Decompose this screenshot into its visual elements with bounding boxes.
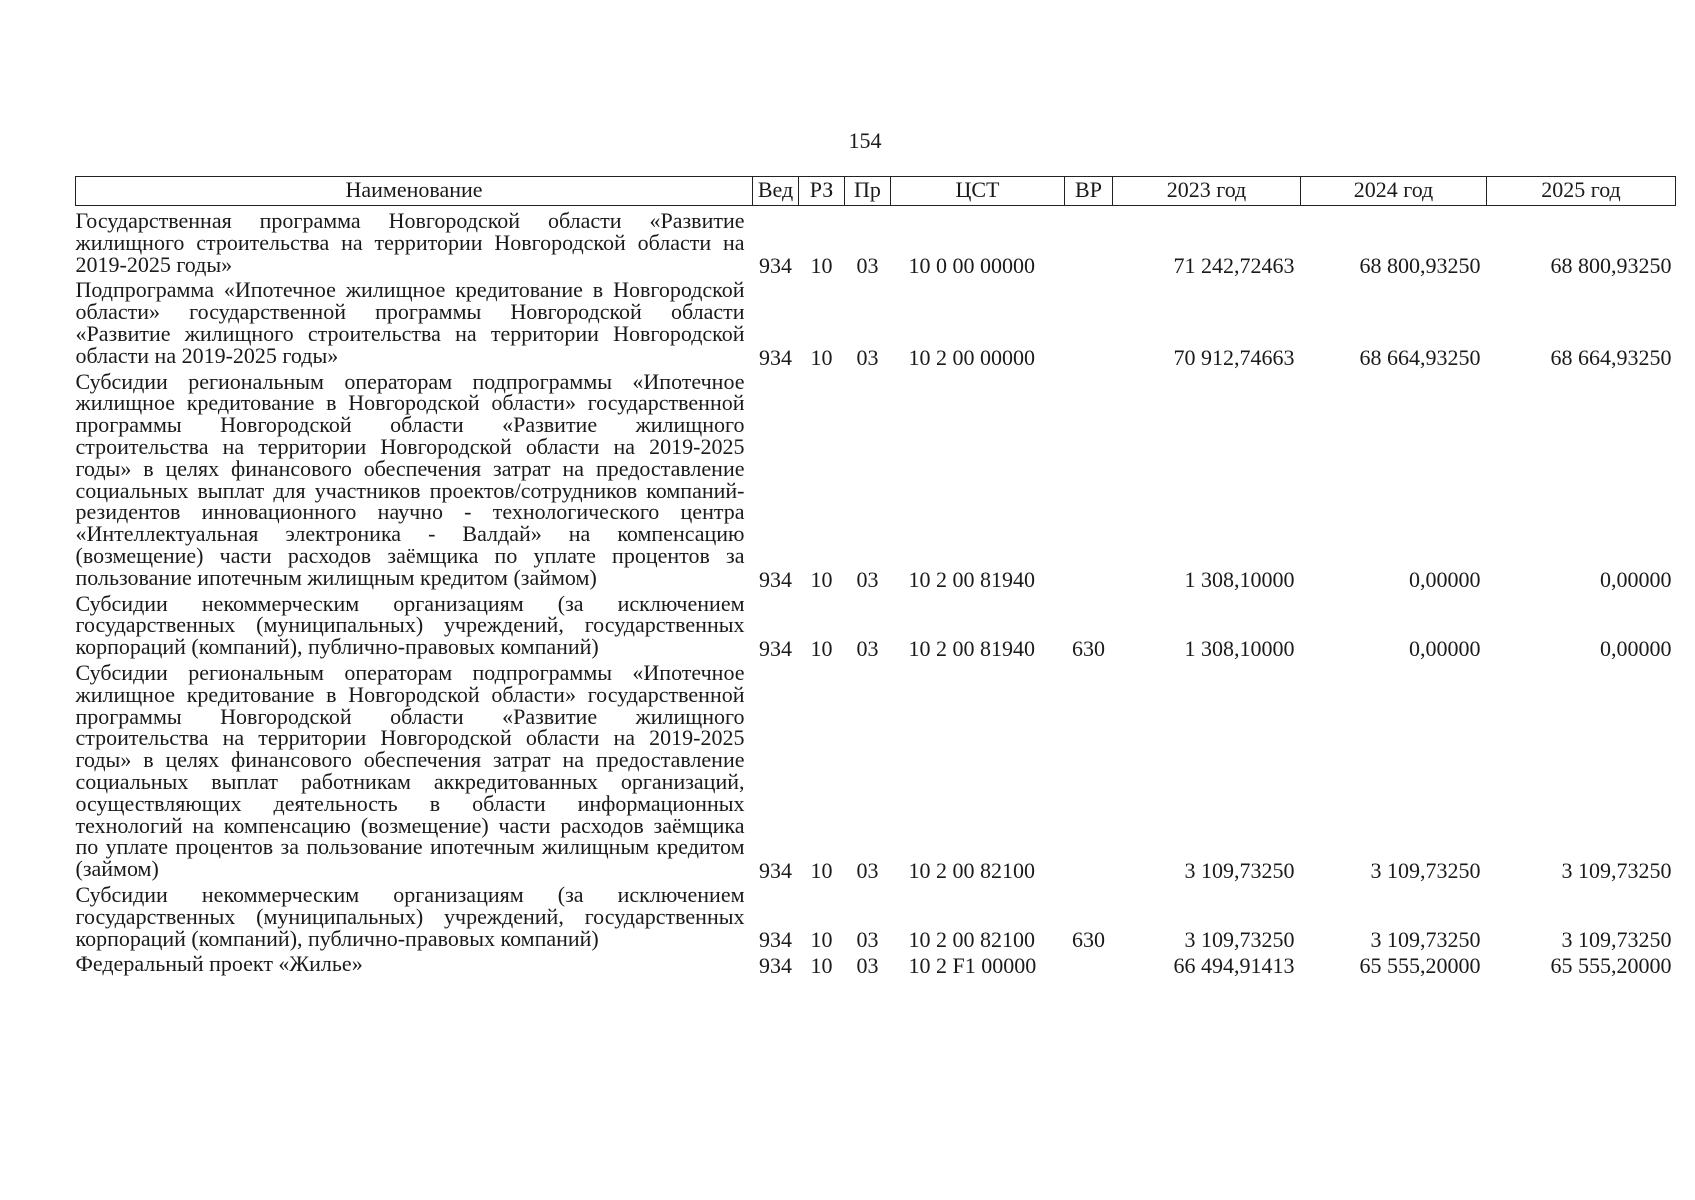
header-2024: 2024 год [1301,177,1487,206]
row-2023: 3 109,73250 [1184,857,1295,883]
row-rz: 10 [810,566,833,592]
row-vr: 630 [1072,635,1105,661]
header-2023: 2023 год [1113,177,1301,206]
row-2025: 68 800,93250 [1550,253,1672,279]
row-cst: 10 0 00 00000 [908,253,1035,279]
row-2025: 68 664,93250 [1550,344,1672,370]
table-row [76,277,1676,368]
row-pr: 03 [856,344,879,370]
row-vr [1065,206,1113,278]
row-2024: 0,00000 [1409,635,1481,661]
row-name: Федеральный проект «Жилье» [75,951,363,977]
header-ved: Вед [753,177,799,206]
row-rz: 10 [810,927,833,953]
row-2024: 68 664,93250 [1359,344,1481,370]
row-rz: 10 [810,635,833,661]
row-name: Государственная программа Новгородской области «Развитие жилищного строительства на территории Новгородской области на 2019-2025 годы» [75,208,745,277]
row-cst: 10 2 F1 00000 [908,953,1037,979]
row-vr [1065,369,1113,591]
row-name: Подпрограмма «Ипотечное жилищное кредитование в Новгородской области» государственной программы Новгородской области «Развитие жилищного строительства на территории Новгородской области на 2019-2025 годы» [75,277,745,368]
page-number: 154 [848,128,882,153]
row-name: Субсидии региональным операторам подпрограммы «Ипотечное жилищное кредитование в Новгородской области» государственной программы Новгородской области «Развитие жилищного строительства на территории Новгородской области на 2019-2025 годы» в целях финансового обеспечения затрат на предоставление социальных выплат работникам аккредитованных организаций, осуществляющих деятельность в области информационных технологий на компенсацию (возмещение) части расходов заёмщика по уплате процентов за пользование ипотечным жилищным кредитом (займом) [75,659,745,882]
row-pr: 03 [856,857,879,883]
row-2025: 3 109,73250 [1561,927,1672,953]
row-2023: 66 494,91413 [1173,953,1295,979]
row-pr: 03 [856,927,879,953]
header-rz: РЗ [799,177,845,206]
row-2024: 3 109,73250 [1370,927,1481,953]
row-2023: 70 912,74663 [1173,344,1295,370]
table-row [76,882,1676,951]
row-pr: 03 [856,635,879,661]
row-ved: 934 [759,566,792,592]
row-cst: 10 2 00 82100 [908,927,1035,953]
row-2023: 3 109,73250 [1184,927,1295,953]
row-name: Субсидии некоммерческим организациям (за исключением государственных (муниципальных) учреждений, государственных корпораций (компаний), публично-правовых компаний) [75,590,745,660]
row-ved: 934 [759,344,792,370]
row-ved: 934 [759,953,792,979]
header-2025: 2025 год [1487,177,1676,206]
row-2025: 0,00000 [1600,566,1672,592]
row-cst: 10 2 00 81940 [908,635,1035,661]
row-2024: 68 800,93250 [1359,253,1481,279]
row-2025: 65 555,20000 [1550,953,1672,979]
row-ved: 934 [759,857,792,883]
table-row [76,591,1676,660]
row-rz: 10 [810,953,833,979]
row-ved: 934 [759,253,792,279]
row-vr [1065,660,1113,882]
row-rz: 10 [810,253,833,279]
row-2023: 1 308,10000 [1184,635,1295,661]
row-rz: 10 [810,344,833,370]
table-row [76,660,1676,882]
row-vr [1065,951,1113,977]
row-2025: 3 109,73250 [1561,857,1672,883]
row-vr [1065,277,1113,368]
row-2024: 0,00000 [1409,566,1481,592]
row-ved: 934 [759,635,792,661]
row-2024: 3 109,73250 [1370,857,1481,883]
table-row [76,951,1676,977]
table-header-row [76,177,1676,206]
row-2023: 71 242,72463 [1173,253,1295,279]
header-vr: ВР [1065,177,1113,206]
row-2024: 65 555,20000 [1359,953,1481,979]
row-cst: 10 2 00 82100 [908,857,1035,883]
row-ved: 934 [759,927,792,953]
row-vr: 630 [1072,927,1105,953]
row-cst: 10 2 00 81940 [908,566,1035,592]
row-pr: 03 [856,253,879,279]
table-row [76,369,1676,591]
row-rz: 10 [810,857,833,883]
header-pr: Пр [845,177,891,206]
row-pr: 03 [856,953,879,979]
row-pr: 03 [856,566,879,592]
row-2023: 1 308,10000 [1184,566,1295,592]
table-row [76,206,1676,278]
budget-table [75,176,1676,977]
row-cst: 10 2 00 00000 [908,344,1035,370]
row-name: Субсидии некоммерческим организациям (за исключением государственных (муниципальных) учреждений, государственных корпораций (компаний), публично-правовых компаний) [75,881,745,951]
row-name: Субсидии региональным операторам подпрограммы «Ипотечное жилищное кредитование в Новгородской области» государственной программы Новгородской области «Развитие жилищного строительства на территории Новгородской области на 2019-2025 годы» в целях финансового обеспечения затрат на предоставление социальных выплат для участников проектов/сотрудников компаний-резидентов инновационного научно - технологического центра «Интеллектуальная электроника - Валдай» на компенсацию (возмещение) части расходов заёмщика по уплате процентов за пользование ипотечным жилищным кредитом (займом) [75,368,745,590]
header-cst: ЦСТ [891,177,1065,206]
header-name: Наименование [76,177,753,206]
row-2025: 0,00000 [1600,635,1672,661]
